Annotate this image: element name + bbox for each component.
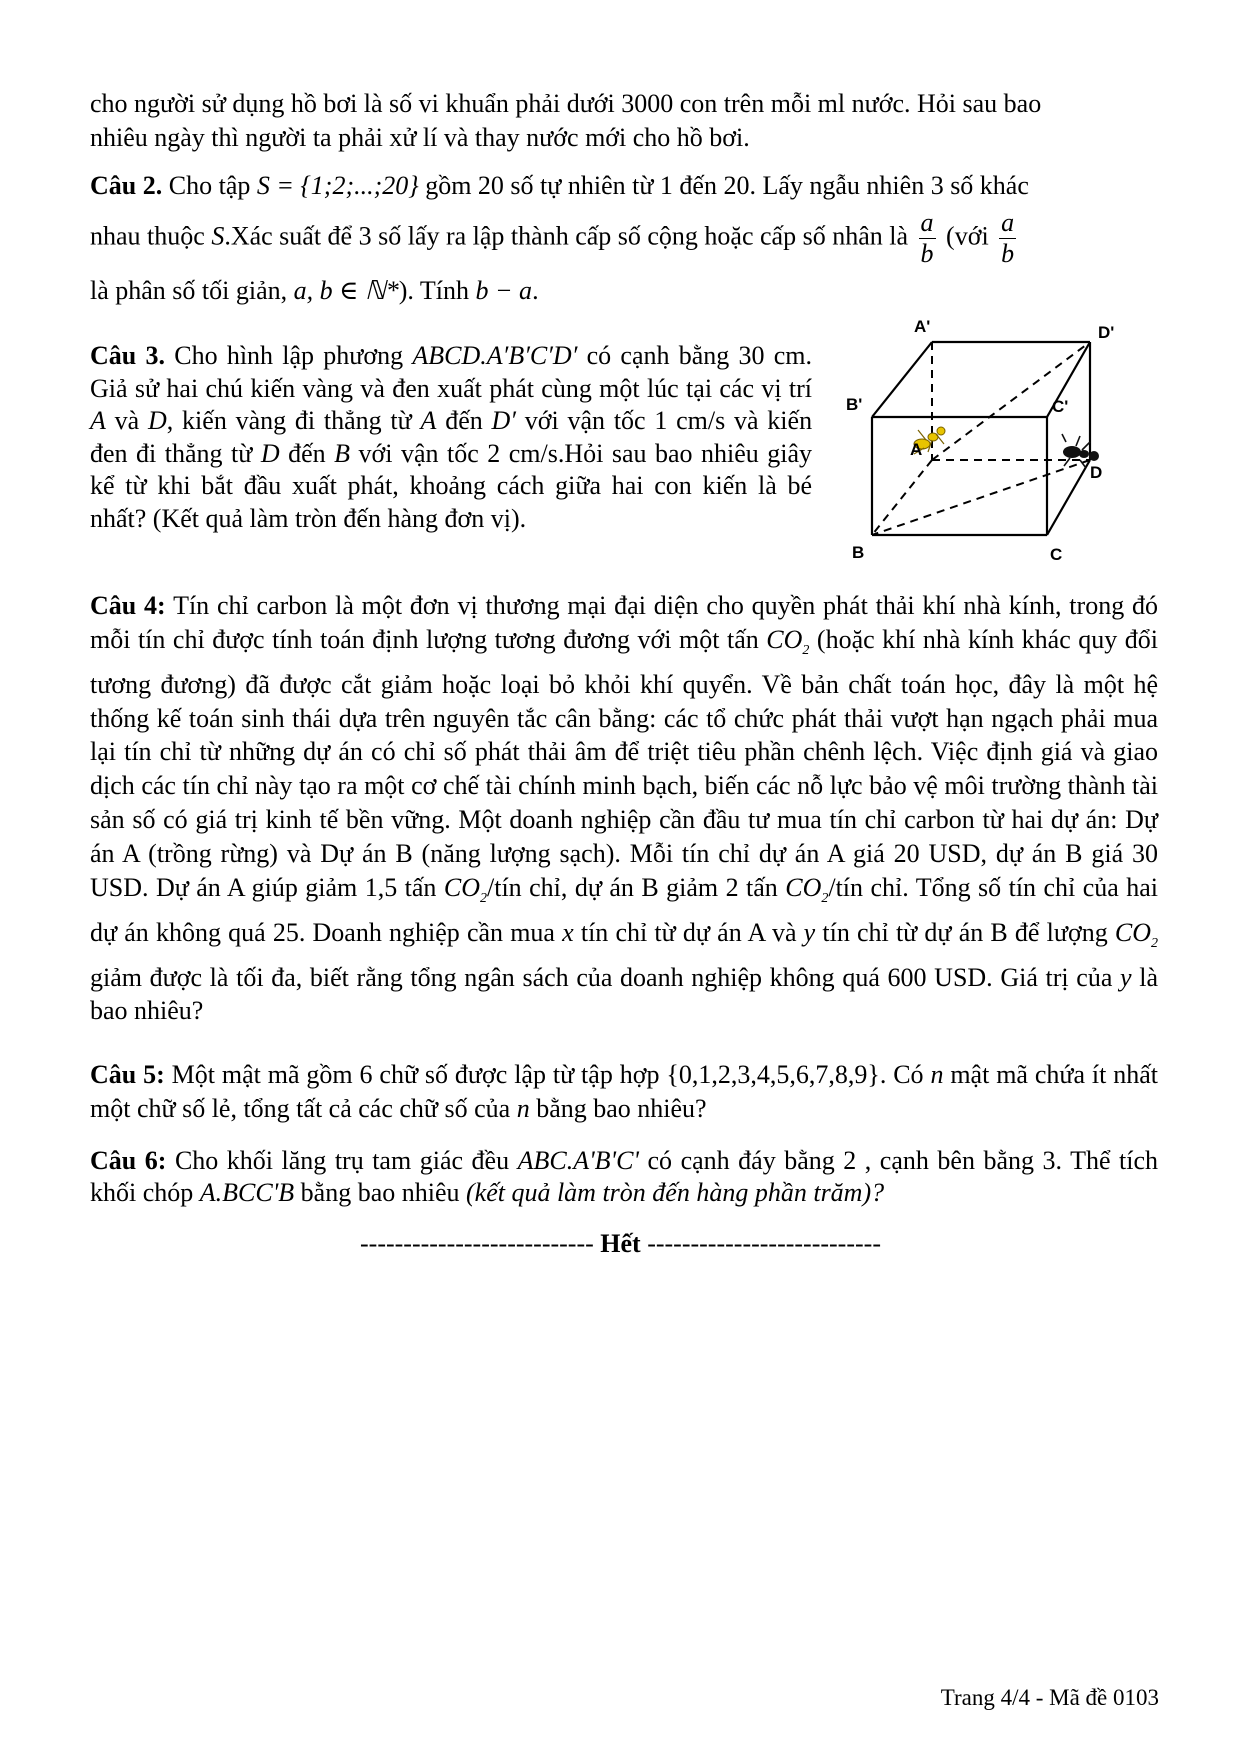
- question-6: [90, 1145, 1158, 1209]
- intro-line-1: cho người sử dụng hồ bơi là số vi khuẩn phải dưới 3000 con trên mỗi ml nước. Hỏi sau bao: [90, 89, 1042, 118]
- q6-label: Câu 6:: [90, 1146, 167, 1175]
- q4-text: là bao nhiêu?: [90, 962, 1158, 1026]
- q3-var: A: [90, 406, 106, 435]
- cube-figure: [840, 302, 1160, 576]
- q2-text: là phân số tối giản,: [90, 276, 288, 305]
- vertex-label-c-prime: C': [1052, 397, 1069, 416]
- q3-text: với vận tốc 2 cm/s.Hỏi sau bao nhiêu giây kể từ khi bắt đầu xuất phát, khoảng cách giữa hai con kiến là bé nhất? (Kết quả làm tròn đến hàng đơn vị).: [90, 438, 813, 533]
- question-5: [90, 1058, 1158, 1126]
- q2-label: Câu 2.: [90, 171, 163, 200]
- q4-var: y: [1120, 962, 1132, 992]
- vertex-label-b: B: [852, 543, 865, 562]
- q3-text: Cho hình lập phương: [174, 341, 404, 370]
- question-4: [90, 589, 1158, 1028]
- intro-line-2: nhiêu ngày thì người ta phải xử lí và thay nước mới cho hồ bơi.: [90, 122, 750, 152]
- q3-var: B: [334, 438, 351, 468]
- vertex-label-d-prime: D': [1098, 323, 1115, 342]
- q3-text: đến: [445, 406, 483, 435]
- q5-text: Một mật mã gồm 6 chữ số được lập từ tập hợp: [171, 1060, 660, 1089]
- end-dashes: ---------------------------: [647, 1229, 881, 1258]
- q2-set: S = {1;2;...;20}: [256, 171, 419, 200]
- fraction-a-over-b: $\frac{a}{b}$: [920, 208, 934, 268]
- q4-label: Câu 4:: [90, 591, 166, 620]
- vertex-label-a: A: [910, 440, 923, 459]
- edge: [872, 342, 932, 417]
- q4-text: tín chỉ từ dự án A và: [580, 917, 797, 947]
- q6-text: có cạnh đáy bằng 2 , cạnh bên bằng 3. Thể tích khối chóp: [90, 1146, 1158, 1207]
- q5-var: n: [930, 1060, 944, 1089]
- co2-formula: $CO_2$: [785, 872, 829, 906]
- q3-text: với vận tốc 1 cm/s và kiến đen đi thẳng từ: [90, 406, 813, 468]
- q2-text: (với: [946, 221, 989, 251]
- vertex-label-d: D: [1090, 463, 1103, 482]
- q5-set: {0,1,2,3,4,5,6,7,8,9}: [666, 1060, 880, 1089]
- q2-text: gồm 20 số tự nhiên từ 1 đến 20. Lấy ngẫu nhiên 3 số khác: [425, 171, 1029, 200]
- q4-text: Tín chỉ carbon là một đơn vị thương mại đại diện cho quyền phát thải khí nhà kính, trong đó mỗi tín chỉ được tính toán định lượng tương đương với một tấn: [90, 591, 1158, 654]
- q2-text: .Xác suất để 3 số lấy ra lập thành cấp số cộng hoặc cấp số nhân là: [224, 221, 909, 251]
- end-dashes: ---------------------------: [360, 1229, 594, 1258]
- q4-text: tín chỉ từ dự án B để lượng: [822, 917, 1108, 947]
- q2-expression: b − a: [475, 276, 533, 305]
- q5-text: bằng bao nhiêu?: [536, 1094, 707, 1123]
- co2-formula: $CO_2$: [766, 624, 810, 658]
- vertex-label-c: C: [1050, 545, 1063, 564]
- q4-text: /tín chỉ, dự án B giảm 2 tấn: [487, 872, 778, 902]
- q3-var: A: [420, 406, 437, 435]
- q2-text: ). Tính: [398, 276, 470, 305]
- q3-var: D′: [491, 406, 516, 435]
- vertex-label-a-prime: A': [914, 317, 931, 336]
- co2-formula: $CO_2$: [443, 872, 487, 906]
- q3-text: , kiến vàng đi thẳng từ: [166, 406, 412, 435]
- q2-condition: a, b ∈ ℕ*: [293, 276, 399, 305]
- q4-var: y: [803, 917, 816, 947]
- co2-formula: $CO_2$: [1114, 917, 1158, 951]
- q4-var: x: [562, 917, 574, 947]
- q5-label: Câu 5:: [90, 1060, 165, 1089]
- question-3: [90, 340, 812, 535]
- fraction-a-over-b: $\frac{a}{b}$: [1001, 208, 1015, 268]
- intro-paragraph: [90, 87, 1158, 154]
- q5-text: . Có: [879, 1060, 924, 1089]
- q3-var: D: [260, 438, 280, 468]
- q3-var: D: [148, 406, 167, 435]
- question-2: Câu 2. Cho tập S = {1;2;...;20} gồm 20 số tự nhiên từ 1 đến 20. Lấy ngẫu nhiên 3 số khác nhau thuộc S.Xác suất để 3 số lấy ra lập thành cấp số cộng hoặc cấp số nhân là $\frac{a}{b}$ (với $\frac{a}{b}$ là phân số tối giản, a, b ∈ ℕ*). Tính b − a.: [90, 171, 1029, 305]
- q6-text: bằng bao nhiêu: [300, 1178, 460, 1207]
- q4-text: (hoặc khí nhà kính khác quy đổi tương đương) đã được cắt giảm hoặc loại bỏ khỏi khí quyển. Về bản chất toán học, đây là một hệ thống kế toán sinh thái dựa trên nguyên tắc cân bằng: các tổ chức phát thải vượt hạn ngạch phải mua lại tín chỉ từ những dự án có chỉ số phát thải âm để triệt tiêu phần chênh lệch. Việc định giá và giao dịch các tín chỉ này tạo ra một cơ chế tài chính minh bạch, biến các nỗ lực bảo vệ môi trường thành tài sản số có giá trị kinh tế bền vững. Một doanh nghiệp cần đầu tư mua tín chỉ carbon từ hai dự án: Dự án A (trồng rừng) và Dự án B (năng lượng sạch). Mỗi tín chỉ dự án A giá 20 USD, dự án B giá 30 USD. Dự án A giúp giảm 1,5 tấn: [90, 624, 1158, 902]
- q6-pyramid-name: A.BCC'B: [199, 1178, 295, 1207]
- q4-text: /tín chỉ. Tổng số tín chỉ của hai dự án không quá 25. Doanh nghiệp cần mua: [90, 872, 1158, 947]
- q3-text: và: [114, 406, 140, 435]
- q3-text: có cạnh bằng 30 cm. Giả sử hai chú kiến vàng và đen xuất phát cùng một lúc tại các vị trí: [90, 341, 813, 403]
- q3-cube-name: ABCD.A′B′C′D′: [412, 341, 578, 370]
- diagonal-d-b: [872, 460, 1090, 535]
- q2-text: nhau thuộc: [90, 221, 205, 251]
- q6-text: (kết quả làm tròn đến hàng phần trăm)?: [466, 1178, 885, 1207]
- q4-text: giảm được là tối đa, biết rằng tổng ngân sách của doanh nghiệp không quá 600 USD. Giá trị của: [90, 962, 1113, 992]
- q5-text: mật mã chứa ít nhất một chữ số lẻ, tổng tất cả các chữ số của: [90, 1060, 1159, 1123]
- page-footer: Trang 4/4 - Mã đề 0103: [940, 1685, 1159, 1710]
- edge: [1047, 460, 1090, 535]
- q5-var: n: [516, 1094, 530, 1123]
- q6-prism-name: ABC.A'B'C': [517, 1146, 639, 1175]
- vertex-label-b-prime: B': [846, 395, 863, 414]
- q3-label: Câu 3.: [90, 341, 165, 370]
- end-word: Hết: [600, 1229, 641, 1258]
- q6-text: Cho khối lăng trụ tam giác đều: [174, 1146, 510, 1175]
- q2-var: S: [211, 221, 225, 251]
- q2-text: Cho tập: [168, 171, 251, 200]
- q3-text: đến: [288, 438, 326, 468]
- end-marker: [0, 1229, 1241, 1259]
